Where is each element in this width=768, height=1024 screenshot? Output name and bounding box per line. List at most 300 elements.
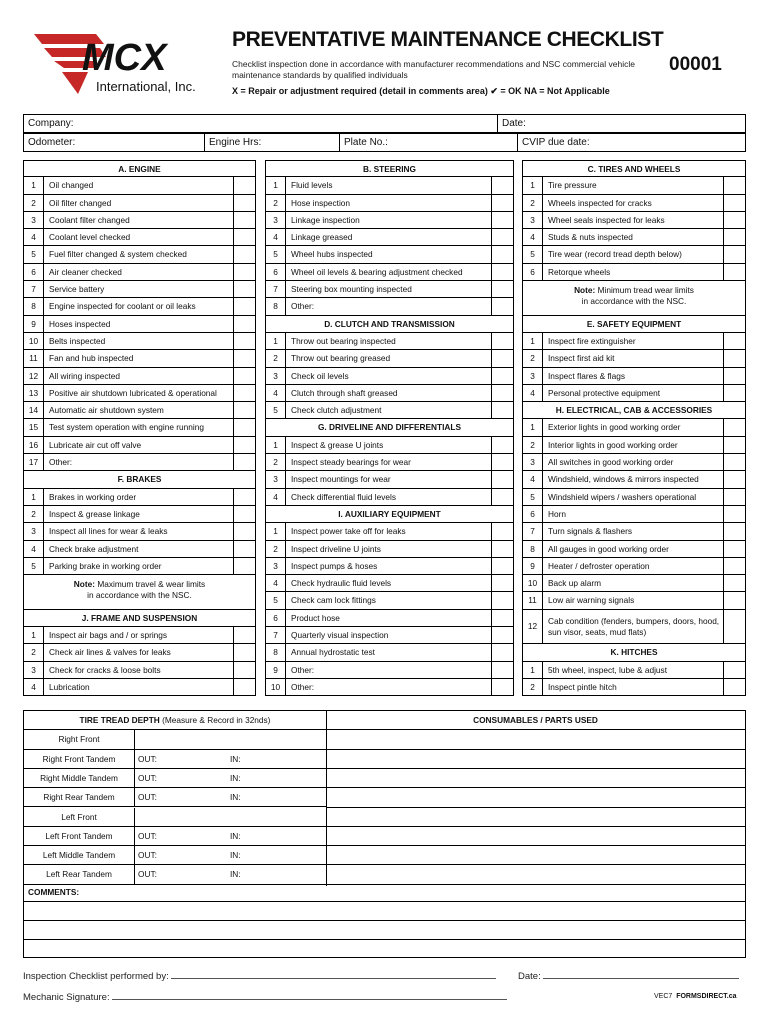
checklist-item bbox=[23, 437, 256, 454]
check-box[interactable] bbox=[233, 419, 255, 435]
consumables-line[interactable] bbox=[326, 807, 745, 808]
item-label: Hoses inspected bbox=[49, 318, 111, 329]
consumables-line[interactable] bbox=[326, 884, 745, 885]
brakes-note bbox=[23, 575, 256, 610]
date-field[interactable]: Date: bbox=[502, 118, 526, 129]
tread-position-label: Right Rear Tandem bbox=[43, 792, 115, 803]
item-number: 5 bbox=[523, 246, 543, 262]
check-box[interactable] bbox=[723, 368, 745, 384]
checklist-item bbox=[522, 489, 746, 506]
tread-out-field[interactable]: OUT: bbox=[138, 850, 157, 861]
item-label: Belts inspected bbox=[49, 335, 106, 346]
check-box[interactable] bbox=[491, 592, 513, 608]
item-number: 4 bbox=[523, 471, 543, 487]
check-box[interactable] bbox=[491, 333, 513, 349]
item-number: 7 bbox=[24, 281, 44, 297]
checklist-item bbox=[23, 662, 256, 679]
item-number: 5 bbox=[266, 402, 286, 418]
checklist-item bbox=[522, 264, 746, 281]
check-box[interactable] bbox=[233, 281, 255, 297]
checklist-item bbox=[23, 316, 256, 333]
checklist-item bbox=[522, 229, 746, 246]
item-number: 10 bbox=[266, 679, 286, 695]
item-number: 12 bbox=[24, 368, 44, 384]
check-box[interactable] bbox=[233, 368, 255, 384]
check-box[interactable] bbox=[491, 402, 513, 418]
electrical-list bbox=[522, 419, 746, 644]
checklist-item bbox=[522, 333, 746, 350]
item-number: 2 bbox=[24, 195, 44, 211]
item-label: Check cam lock fittings bbox=[291, 595, 376, 606]
checklist-item bbox=[23, 523, 256, 540]
check-box[interactable] bbox=[723, 610, 745, 644]
checklist-item bbox=[265, 229, 514, 246]
item-number: 1 bbox=[523, 177, 543, 193]
check-box[interactable] bbox=[723, 471, 745, 487]
item-label: Fuel filter changed & system checked bbox=[49, 249, 187, 260]
plate-no-field[interactable]: Plate No.: bbox=[340, 134, 518, 151]
item-number: 7 bbox=[266, 281, 286, 297]
checklist-item bbox=[265, 489, 514, 506]
checklist-item bbox=[522, 454, 746, 471]
item-number: 4 bbox=[266, 575, 286, 591]
check-box[interactable] bbox=[723, 679, 745, 695]
check-box[interactable] bbox=[491, 662, 513, 678]
check-box[interactable] bbox=[723, 437, 745, 453]
check-box[interactable] bbox=[491, 454, 513, 470]
item-number: 4 bbox=[24, 679, 44, 695]
check-box[interactable] bbox=[723, 575, 745, 591]
item-number: 4 bbox=[266, 489, 286, 505]
item-number: 7 bbox=[266, 627, 286, 643]
item-number: 3 bbox=[266, 558, 286, 574]
check-box[interactable] bbox=[723, 592, 745, 608]
check-box[interactable] bbox=[491, 195, 513, 211]
section-brakes-title: F. BRAKES bbox=[23, 471, 256, 488]
checklist-item bbox=[522, 679, 746, 696]
item-label: Lubrication bbox=[49, 681, 90, 692]
item-number: 1 bbox=[24, 489, 44, 505]
check-box[interactable] bbox=[723, 558, 745, 574]
item-label: Check oil levels bbox=[291, 370, 349, 381]
check-box[interactable] bbox=[233, 679, 255, 695]
checklist-item bbox=[265, 333, 514, 350]
check-box[interactable] bbox=[723, 195, 745, 211]
item-label: Lubricate air cut off valve bbox=[49, 439, 142, 450]
tread-position-label: Left Middle Tandem bbox=[42, 850, 116, 861]
divider-vertical bbox=[134, 769, 135, 787]
item-number: 6 bbox=[266, 610, 286, 626]
check-box[interactable] bbox=[723, 264, 745, 280]
checklist-item bbox=[522, 195, 746, 212]
item-label: Wheel seals inspected for leaks bbox=[548, 214, 665, 225]
check-box[interactable] bbox=[491, 368, 513, 384]
checklist-item bbox=[522, 385, 746, 402]
mechanic-signature-line[interactable] bbox=[23, 991, 507, 1003]
item-number: 4 bbox=[266, 229, 286, 245]
date-line[interactable] bbox=[518, 970, 739, 982]
performed-by-line[interactable] bbox=[23, 970, 496, 982]
checklist-item bbox=[265, 177, 514, 194]
item-number: 2 bbox=[24, 506, 44, 522]
tread-position-label: Left Front bbox=[61, 811, 97, 822]
item-label: Coolant level checked bbox=[49, 232, 131, 243]
item-number: 4 bbox=[266, 385, 286, 401]
divider-vertical bbox=[134, 827, 135, 845]
check-box[interactable] bbox=[233, 264, 255, 280]
item-number: 5 bbox=[523, 489, 543, 505]
item-label: Inspect all lines for wear & leaks bbox=[49, 526, 168, 537]
tread-position-label: Left Front Tandem bbox=[45, 830, 113, 841]
checklist-item bbox=[265, 402, 514, 419]
tread-out-field[interactable]: OUT: bbox=[138, 753, 157, 764]
logo-subtext: International, Inc. bbox=[96, 79, 196, 94]
check-box[interactable] bbox=[233, 437, 255, 453]
checklist-item bbox=[522, 246, 746, 263]
item-label: Personal protective equipment bbox=[548, 387, 661, 398]
item-label: Clutch through shaft greased bbox=[291, 387, 398, 398]
section-tires-title: C. TIRES AND WHEELS bbox=[522, 160, 746, 177]
logo-graphic bbox=[34, 30, 209, 100]
checklist-item bbox=[265, 575, 514, 592]
item-label: Turn signals & flashers bbox=[548, 526, 633, 537]
company-row bbox=[23, 114, 746, 133]
item-label: Other: bbox=[291, 681, 315, 692]
comments-line-3 bbox=[24, 939, 745, 940]
section-driveline-title: G. DRIVELINE AND DIFFERENTIALS bbox=[265, 419, 514, 436]
comments-line-2 bbox=[24, 920, 745, 921]
checklist-item bbox=[265, 368, 514, 385]
checklist-item bbox=[265, 592, 514, 609]
item-label: Oil changed bbox=[49, 180, 94, 191]
page-title: PREVENTATIVE MAINTENANCE CHECKLIST bbox=[232, 28, 664, 51]
item-number: 8 bbox=[24, 298, 44, 314]
check-box[interactable] bbox=[723, 212, 745, 228]
tread-position-label: Right Front bbox=[58, 734, 100, 745]
tread-row bbox=[24, 750, 326, 769]
check-box[interactable] bbox=[491, 575, 513, 591]
checklist-item bbox=[522, 368, 746, 385]
tires-note-text-2: in accordance with the NSC. bbox=[581, 295, 687, 306]
consumables-line[interactable] bbox=[326, 787, 745, 788]
section-steering-title: B. STEERING bbox=[265, 160, 514, 177]
item-number: 10 bbox=[24, 333, 44, 349]
check-box[interactable] bbox=[233, 402, 255, 418]
aux-list bbox=[265, 523, 514, 696]
item-number: 5 bbox=[266, 592, 286, 608]
check-box[interactable] bbox=[233, 246, 255, 262]
checklist-item bbox=[522, 610, 746, 645]
item-label: All wiring inspected bbox=[49, 370, 121, 381]
item-number: 4 bbox=[523, 229, 543, 245]
checklist-item bbox=[23, 679, 256, 696]
odometer-field[interactable]: Odometer: bbox=[24, 134, 205, 151]
item-number: 1 bbox=[266, 523, 286, 539]
checklist-column-3 bbox=[522, 160, 746, 696]
safety-list bbox=[522, 333, 746, 402]
item-number: 3 bbox=[523, 454, 543, 470]
checklist-item bbox=[265, 281, 514, 298]
check-box[interactable] bbox=[491, 523, 513, 539]
tread-out-field[interactable]: OUT: bbox=[138, 869, 157, 880]
check-box[interactable] bbox=[491, 471, 513, 487]
checklist-item bbox=[23, 298, 256, 315]
item-label: Check air lines & valves for leaks bbox=[49, 647, 171, 658]
checklist-item bbox=[522, 177, 746, 194]
item-label: 5th wheel, inspect, lube & adjust bbox=[548, 664, 667, 675]
tread-in-field[interactable]: IN: bbox=[230, 830, 241, 841]
signature-label: Mechanic Signature: bbox=[23, 992, 110, 1003]
checklist-item bbox=[522, 523, 746, 540]
consumables-line[interactable] bbox=[326, 845, 745, 846]
vehicle-row bbox=[23, 133, 746, 152]
item-number: 1 bbox=[266, 437, 286, 453]
item-label: Engine inspected for coolant or oil leaks bbox=[49, 301, 196, 312]
check-box[interactable] bbox=[233, 212, 255, 228]
footer-brand bbox=[654, 993, 736, 1000]
consumables-line[interactable] bbox=[326, 749, 745, 750]
check-box[interactable] bbox=[233, 195, 255, 211]
check-box[interactable] bbox=[233, 385, 255, 401]
tread-consumables-table bbox=[23, 710, 746, 958]
tread-in-field[interactable]: IN: bbox=[230, 869, 241, 880]
divider-vertical bbox=[134, 846, 135, 864]
comments-label: COMMENTS: bbox=[28, 887, 80, 897]
item-label: Inspect power take off for leaks bbox=[291, 526, 406, 537]
check-box[interactable] bbox=[723, 333, 745, 349]
checklist-item bbox=[23, 177, 256, 194]
tread-out-field[interactable]: OUT: bbox=[138, 830, 157, 841]
item-label: Check brake adjustment bbox=[49, 543, 139, 554]
item-label: Throw out bearing greased bbox=[291, 353, 391, 364]
consumables-line[interactable] bbox=[326, 768, 745, 769]
divider-vertical bbox=[134, 808, 135, 826]
check-box[interactable] bbox=[491, 229, 513, 245]
tires-list bbox=[522, 177, 746, 281]
tread-row bbox=[24, 846, 326, 865]
tread-out-field[interactable]: OUT: bbox=[138, 792, 157, 803]
tread-row bbox=[24, 865, 326, 884]
checklist-item bbox=[265, 195, 514, 212]
checklist-item bbox=[522, 350, 746, 367]
section-engine-title: A. ENGINE bbox=[23, 160, 256, 177]
check-box[interactable] bbox=[491, 644, 513, 660]
item-number: 6 bbox=[523, 506, 543, 522]
item-label: Wheel oil levels & bearing adjustment checked bbox=[291, 266, 463, 277]
item-number: 2 bbox=[266, 195, 286, 211]
tread-in-field[interactable]: IN: bbox=[230, 772, 241, 783]
checklist-item bbox=[265, 212, 514, 229]
tread-position-label: Left Rear Tandem bbox=[46, 869, 112, 880]
checklist-item bbox=[265, 679, 514, 696]
divider-vertical bbox=[134, 730, 135, 748]
check-box[interactable] bbox=[233, 627, 255, 643]
item-number: 2 bbox=[523, 437, 543, 453]
check-box[interactable] bbox=[233, 177, 255, 193]
checklist-item bbox=[265, 437, 514, 454]
check-box[interactable] bbox=[233, 229, 255, 245]
checklist-item bbox=[265, 298, 514, 315]
checklist-item bbox=[23, 212, 256, 229]
check-box[interactable] bbox=[233, 316, 255, 332]
frame-list bbox=[23, 627, 256, 696]
check-box[interactable] bbox=[723, 419, 745, 435]
consumables-line[interactable] bbox=[326, 864, 745, 865]
check-box[interactable] bbox=[233, 489, 255, 505]
item-number: 11 bbox=[24, 350, 44, 366]
check-box[interactable] bbox=[233, 506, 255, 522]
tires-note-label: Note: bbox=[574, 285, 596, 296]
item-number: 1 bbox=[266, 177, 286, 193]
check-box[interactable] bbox=[723, 541, 745, 557]
tread-in-field[interactable]: IN: bbox=[230, 850, 241, 861]
item-number: 5 bbox=[24, 246, 44, 262]
item-number: 1 bbox=[523, 419, 543, 435]
checklist-item bbox=[23, 385, 256, 402]
item-label: Brakes in working order bbox=[49, 491, 137, 502]
check-box[interactable] bbox=[491, 437, 513, 453]
check-box[interactable] bbox=[491, 489, 513, 505]
logo-text: MCX bbox=[82, 37, 167, 79]
check-box[interactable] bbox=[723, 350, 745, 366]
check-box[interactable] bbox=[491, 212, 513, 228]
item-number: 1 bbox=[266, 333, 286, 349]
checklist-item bbox=[23, 454, 256, 471]
check-box[interactable] bbox=[723, 229, 745, 245]
checklist-item bbox=[23, 541, 256, 558]
checklist-item bbox=[265, 541, 514, 558]
check-box[interactable] bbox=[491, 610, 513, 626]
tread-position-label: Right Front Tandem bbox=[42, 753, 116, 764]
checklist-item bbox=[23, 627, 256, 644]
check-box[interactable] bbox=[233, 523, 255, 539]
item-label: Other: bbox=[291, 301, 315, 312]
tread-title: TIRE TREAD DEPTH bbox=[79, 715, 160, 725]
item-number: 13 bbox=[24, 385, 44, 401]
consumables-line[interactable] bbox=[326, 826, 745, 827]
tread-out-field[interactable]: OUT: bbox=[138, 772, 157, 783]
tread-row bbox=[24, 769, 326, 788]
steering-list bbox=[265, 177, 514, 315]
item-label: Inspect pintle hitch bbox=[548, 681, 617, 692]
check-box[interactable] bbox=[491, 350, 513, 366]
checklist-item bbox=[23, 644, 256, 661]
item-label: Windshield, windows & mirrors inspected bbox=[548, 474, 699, 485]
item-label: Steering box mounting inspected bbox=[291, 284, 412, 295]
check-box[interactable] bbox=[723, 177, 745, 193]
check-box[interactable] bbox=[491, 281, 513, 297]
check-box[interactable] bbox=[723, 523, 745, 539]
item-number: 6 bbox=[266, 264, 286, 280]
item-label: Linkage greased bbox=[291, 232, 353, 243]
tread-row bbox=[24, 788, 326, 807]
item-number: 15 bbox=[24, 419, 44, 435]
item-number: 6 bbox=[523, 264, 543, 280]
check-box[interactable] bbox=[233, 541, 255, 557]
brakes-list bbox=[23, 489, 256, 575]
item-label: Inspect fire extinguisher bbox=[548, 335, 636, 346]
check-box[interactable] bbox=[491, 177, 513, 193]
item-number: 9 bbox=[24, 316, 44, 332]
checklist-item bbox=[23, 281, 256, 298]
check-box[interactable] bbox=[233, 298, 255, 314]
cvip-field[interactable]: CVIP due date: bbox=[522, 137, 590, 148]
item-label: Retorque wheels bbox=[548, 266, 611, 277]
check-box[interactable] bbox=[491, 627, 513, 643]
tires-note bbox=[522, 281, 746, 316]
checklist-item bbox=[522, 212, 746, 229]
tread-header bbox=[24, 711, 326, 730]
item-number: 8 bbox=[266, 298, 286, 314]
company-field[interactable]: Company: bbox=[24, 115, 498, 132]
item-number: 3 bbox=[24, 523, 44, 539]
check-box[interactable] bbox=[491, 385, 513, 401]
tread-in-field[interactable]: IN: bbox=[230, 753, 241, 764]
check-box[interactable] bbox=[723, 454, 745, 470]
check-box[interactable] bbox=[723, 246, 745, 262]
item-label: All gauges in good working order bbox=[548, 543, 669, 554]
section-safety-title: E. SAFETY EQUIPMENT bbox=[522, 316, 746, 333]
check-box[interactable] bbox=[491, 558, 513, 574]
item-number: 12 bbox=[523, 610, 543, 644]
item-number: 1 bbox=[24, 627, 44, 643]
tread-in-field[interactable]: IN: bbox=[230, 792, 241, 803]
check-box[interactable] bbox=[233, 558, 255, 574]
check-box[interactable] bbox=[491, 298, 513, 314]
check-box[interactable] bbox=[723, 385, 745, 401]
check-box[interactable] bbox=[233, 662, 255, 678]
item-label: Studs & nuts inspected bbox=[548, 232, 633, 243]
item-label: Automatic air shutdown system bbox=[49, 405, 164, 416]
item-label: Inspect pumps & hoses bbox=[291, 560, 378, 571]
check-box[interactable] bbox=[491, 264, 513, 280]
checklist-item bbox=[23, 195, 256, 212]
check-box[interactable] bbox=[233, 454, 255, 470]
item-label: Inspect & grease U joints bbox=[291, 439, 384, 450]
check-box[interactable] bbox=[233, 644, 255, 660]
checklist-item bbox=[23, 402, 256, 419]
item-number: 2 bbox=[266, 541, 286, 557]
checklist-item bbox=[522, 592, 746, 609]
check-box[interactable] bbox=[233, 333, 255, 349]
check-box[interactable] bbox=[233, 350, 255, 366]
check-box[interactable] bbox=[491, 541, 513, 557]
check-box[interactable] bbox=[723, 506, 745, 522]
checklist-item bbox=[265, 662, 514, 679]
item-label: Positive air shutdown lubricated & operational bbox=[49, 387, 217, 398]
item-label: Inspect steady bearings for wear bbox=[291, 457, 411, 468]
legend: X = Repair or adjustment required (detail in comments area) ✔ = OK NA = Not Applicable bbox=[232, 86, 610, 96]
item-label: Quarterly visual inspection bbox=[291, 630, 389, 641]
check-box[interactable] bbox=[491, 246, 513, 262]
item-number: 3 bbox=[266, 212, 286, 228]
engine-list bbox=[23, 177, 256, 471]
check-box[interactable] bbox=[723, 489, 745, 505]
form-number: 00001 bbox=[669, 54, 722, 75]
item-number: 4 bbox=[24, 541, 44, 557]
checklist-item bbox=[265, 471, 514, 488]
performed-by-label: Inspection Checklist performed by: bbox=[23, 971, 169, 982]
checklist-item bbox=[23, 558, 256, 575]
engine-hrs-field[interactable]: Engine Hrs: bbox=[205, 134, 340, 151]
item-number: 3 bbox=[24, 212, 44, 228]
check-box[interactable] bbox=[491, 679, 513, 695]
item-label: Cab condition (fenders, bumpers, doors, hood, sun visor, seats, mud flats) bbox=[548, 615, 720, 637]
item-label: Throw out bearing inspected bbox=[291, 335, 396, 346]
item-number: 3 bbox=[266, 368, 286, 384]
item-label: Inspect air bags and / or springs bbox=[49, 630, 168, 641]
check-box[interactable] bbox=[723, 662, 745, 678]
